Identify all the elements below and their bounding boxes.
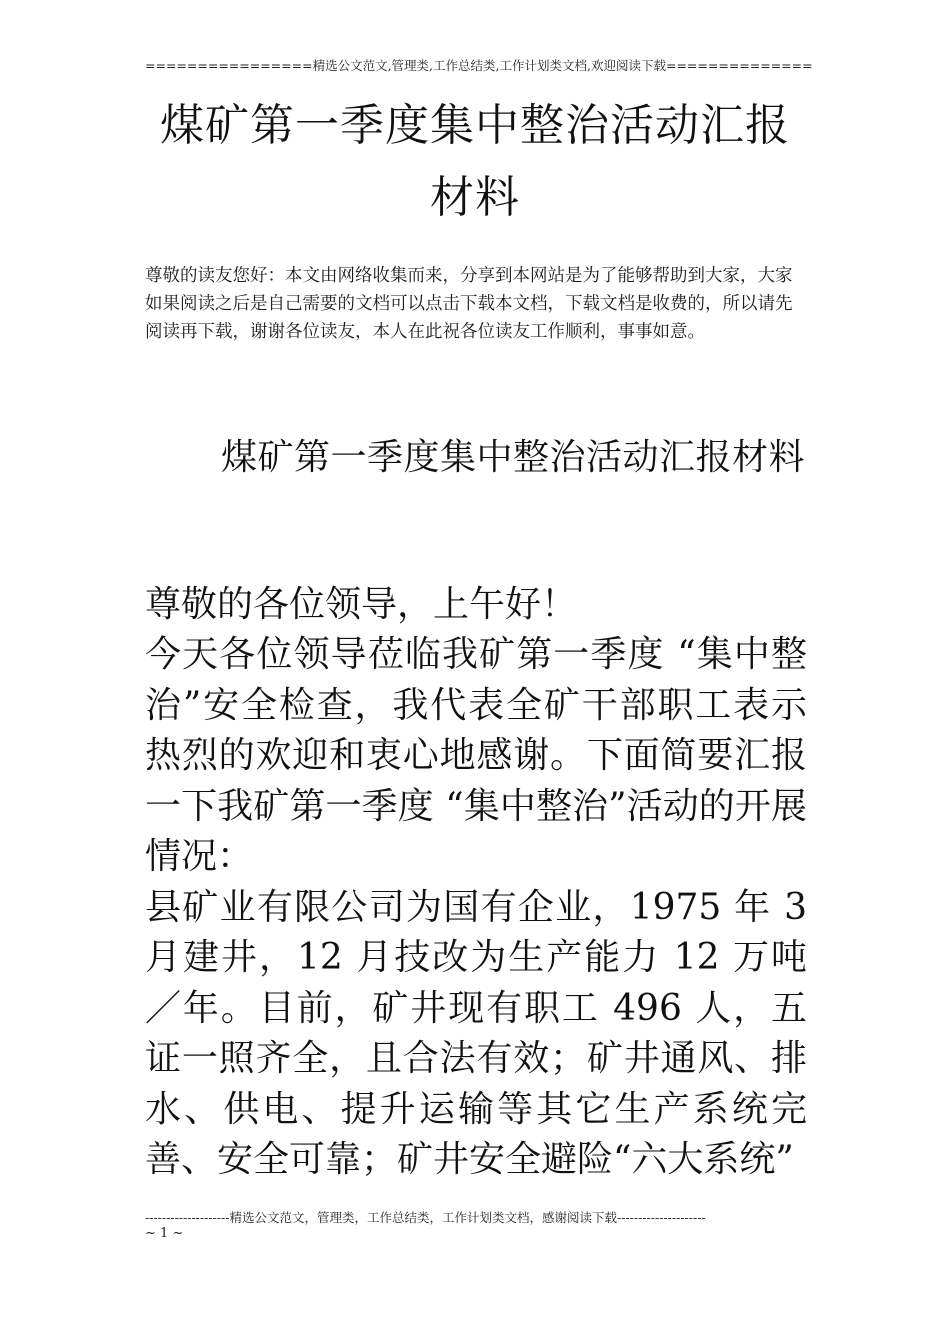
- header-banner: ================精选公文范文,管理类,工作总结类,工作计划类文档,欢迎阅读下载==============: [145, 58, 813, 73]
- greeting: 尊敬的各位领导，上午好！: [145, 584, 578, 625]
- body-paragraph: 县矿业有限公司为国有企业，1975 年 3 月建井，12 月技改为生产能力 12 万吨／年。目前，矿井现有职工 496 人，五证一照齐全，且合法有效；矿井通风、排水、供电、提升运输等其它生产系统完善、安全可靠；矿井安全避险“六大系统”: [145, 886, 807, 1180]
- document-body: [145, 630, 807, 1186]
- document-title: 煤矿第一季度集中整治活动汇报材料: [160, 100, 790, 223]
- document-subtitle: 煤矿第一季度集中整治活动汇报材料: [221, 437, 806, 478]
- footer-banner: --------------------精选公文范文，管理类，工作总结类，工作计划类文档，感谢阅读下载---------------------: [145, 1210, 706, 1225]
- reader-notice: 尊敬的读友您好：本文由网络收集而来，分享到本网站是为了能够帮助到大家，大家如果阅读之后是自己需要的文档可以点击下载本文档，下载文档是收费的，所以请先阅读再下载，谢谢各位读友，本人在此祝各位读友工作顺利，事事如意。: [145, 266, 793, 342]
- page-number: ~ 1 ~: [145, 1226, 184, 1241]
- body-paragraph: 今天各位领导莅临我矿第一季度 “集中整治”安全检查，我代表全矿干部职工表示热烈的欢迎和衷心地感谢。下面简要汇报一下我矿第一季度 “集中整治”活动的开展情况：: [145, 634, 807, 877]
